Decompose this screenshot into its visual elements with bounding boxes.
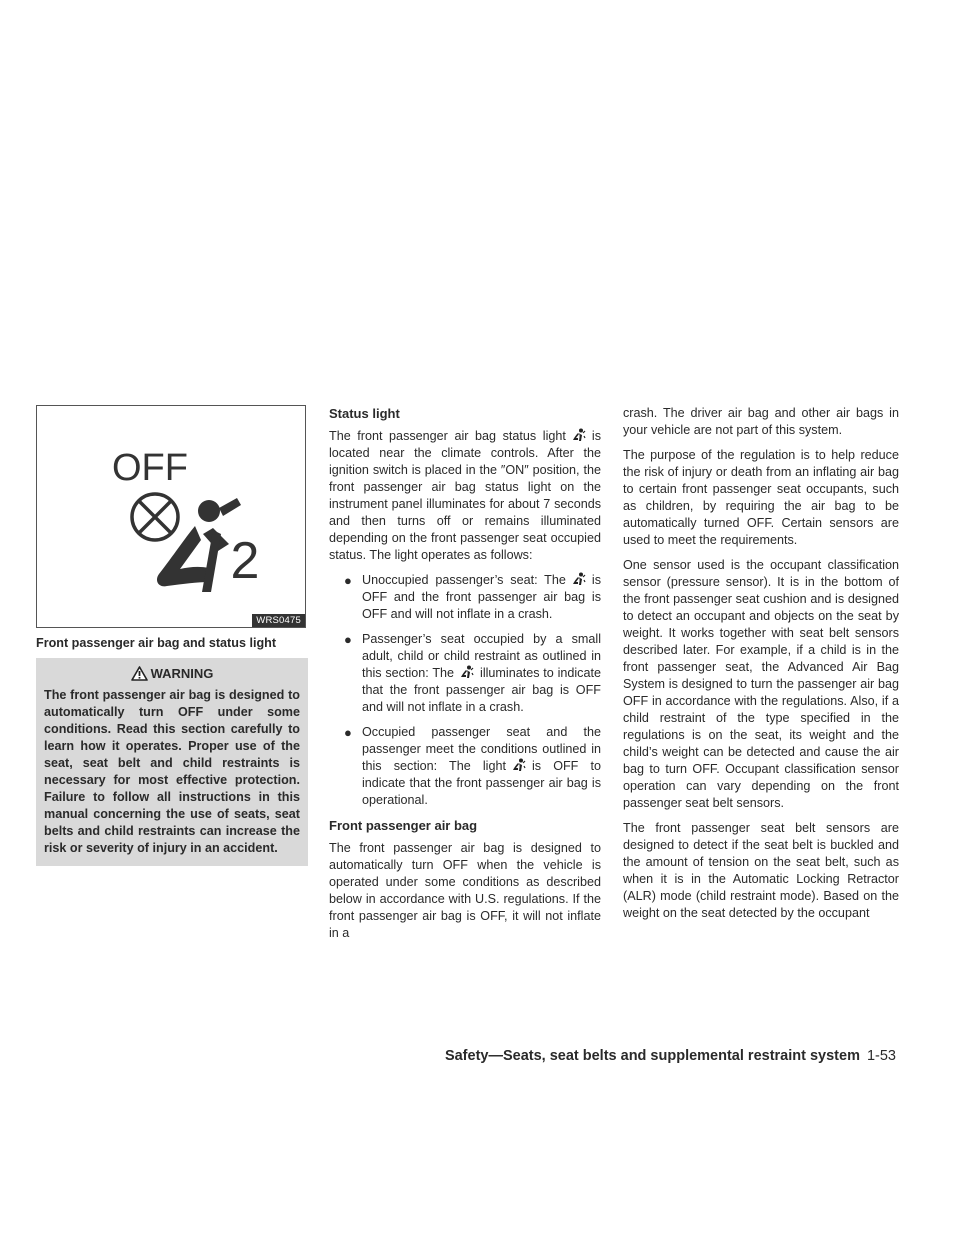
- paragraph: One sensor used is the occupant classification sensor (pressure sensor). It is in the bottom of the front passenger seat cushion and is designed to detect an occupant and objects on the seat by weight. It works together with seat belt sensors described later. For example, if a child is in the front passenger seat, the Advanced Air Bag System is designed to turn the passenger air bag OFF in accordance with the regulations. Also, if a child restraint of the type specified in the regulations is on the seat, its weight and the child’s weight can be detected and cause the air bag to turn OFF. Occupant classification sensor operation can vary depending on the front passenger seat belt sensors.: [623, 558, 899, 810]
- middle-column: [329, 405, 601, 950]
- warning-box: [36, 658, 308, 866]
- airbag-off-indicator-icon: [37, 406, 305, 627]
- front-airbag-heading: Front passenger air bag: [329, 818, 478, 833]
- list-item: ● Passenger’s seat occupied by a small adult, child or child restraint as outlined in this section: The illuminates to indicate that the front passenger air bag is OFF and will not inflate in a crash.: [344, 632, 601, 714]
- list-item: ● Unoccupied passenger’s seat: The is OFF and the front passenger air bag is OFF and will not inflate in a crash.: [344, 573, 601, 621]
- page-footer: [445, 1048, 896, 1064]
- warning-triangle-icon: [131, 666, 148, 681]
- warning-text: The front passenger air bag is designed to automatically turn OFF under some conditions. Read this section carefully to learn how it operates. Proper use of the seat, seat belt and child restraints is necessary for most effective protection. Failure to follow all instructions in this manual concerning the use of seats, seat belts and child restraints can increase the risk or severity of injury in an accident.: [44, 688, 300, 855]
- airbag-off-figure: [36, 405, 306, 628]
- page-number: 1-53: [866, 1048, 896, 1064]
- status-light-list: [329, 572, 601, 809]
- off-label: OFF: [112, 447, 188, 489]
- front-airbag-paragraph: The front passenger air bag is designed to automatically turn OFF when the vehicle is operated under some conditions as described below in accordance with U.S. regulations. If the front passenger air bag is OFF, it will not inflate in a: [329, 841, 601, 940]
- airbag-status-icon: [566, 572, 592, 586]
- left-column: [36, 405, 308, 866]
- figure-code: WRS0475: [252, 614, 305, 627]
- section-title: Safety—Seats, seat belts and supplemental restraint system: [444, 1048, 860, 1064]
- paragraph: The purpose of the regulation is to help reduce the risk of injury or death from an inflating air bag to certain front passenger seat occupants, such as children, by requiring the air bag to be automatically turned OFF. Certain sensors are used to meet the requirements.: [623, 448, 899, 547]
- airbag-status-icon: [454, 665, 480, 679]
- figure-number: 2: [230, 532, 260, 590]
- airbag-status-icon: [506, 758, 532, 772]
- paragraph: The front passenger seat belt sensors are designed to detect if the seat belt is buckled and the amount of tension on the seat belt, such as when it is in the Automatic Locking Retractor (ALR) mode (child restraint mode). Based on the weight on the seat detected by the occupant: [623, 821, 899, 920]
- status-light-heading: Status light: [329, 406, 400, 421]
- warning-heading: WARNING: [44, 666, 300, 681]
- list-item: ● Occupied passenger seat and the passenger meet the conditions outlined in this section: The light is OFF to indicate that the front passenger air bag is operational.: [344, 725, 602, 807]
- airbag-status-icon: [566, 428, 592, 442]
- paragraph: crash. The driver air bag and other air bags in your vehicle are not part of this system.: [623, 406, 899, 437]
- status-light-intro: The front passenger air bag status light is located near the climate controls. After the ignition switch is placed in the ″ON″ position, the front passenger air bag status light on the instrument panel illuminates for about 7 seconds and then turns off or remains illuminated depending on the front passenger seat occupied status. The light operates as follows:: [329, 429, 601, 562]
- figure-caption: Front passenger air bag and status light: [36, 636, 277, 650]
- right-column: [623, 405, 899, 930]
